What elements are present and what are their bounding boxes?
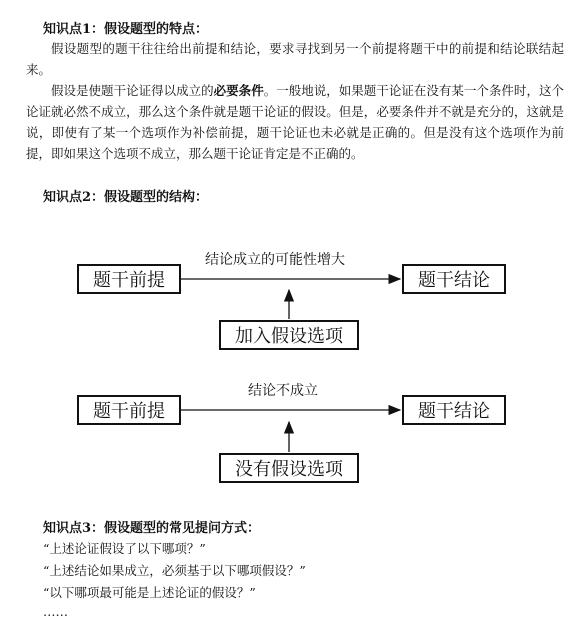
diagram1-arrow-label: 结论成立的可能性增大 bbox=[205, 252, 345, 268]
section1-heading: 知识点1：假设题型的特点： bbox=[43, 22, 209, 37]
section3-heading: 知识点3：假设题型的常见提问方式： bbox=[43, 521, 261, 536]
diagram1-premise-box: 题干前提 bbox=[77, 264, 181, 294]
section1-paragraph-1: 假设题型的题干往往给出前提和结论，要求寻找到另一个前提将题干中的前提和结论联结起来。 bbox=[26, 41, 564, 77]
necessary-condition-emphasis: 必要条件 bbox=[213, 83, 264, 98]
ellipsis: …… bbox=[43, 604, 68, 619]
diagram1-conclusion-box: 题干结论 bbox=[402, 264, 506, 294]
diagram2-premise-box: 题干前提 bbox=[77, 395, 181, 425]
diagram1-add-assumption-box: 加入假设选项 bbox=[219, 320, 359, 350]
section2-heading: 知识点2：假设题型的结构： bbox=[43, 190, 209, 205]
question-item: “上述结论如果成立，必须基于以下哪项假设？” bbox=[43, 563, 306, 578]
diagram2-no-assumption-box: 没有假设选项 bbox=[219, 453, 359, 483]
question-item: “以下哪项最可能是上述论证的假设？” bbox=[43, 585, 256, 600]
diagram2-conclusion-box: 题干结论 bbox=[402, 395, 506, 425]
paragraph-2-text-end: 。一般地说，如果题干论证在没有某一个条件时，这个论证就必然不成立，那么这个条件就是题干论证的假设。但是，必要条件并不就是充分的，这就是说，即使有了某一个选项作为补偿前提，题干论证也未必就是正确的。但是没有这个选项作为前提，即如果这个选项不成立，那么题干论证肯定是不正确的。 bbox=[26, 83, 564, 161]
paragraph-2-text-start: 假设是使题干论证得以成立的 bbox=[51, 83, 214, 98]
diagram2-arrow-label: 结论不成立 bbox=[248, 383, 318, 399]
question-item: “上述论证假设了以下哪项？” bbox=[43, 541, 206, 556]
